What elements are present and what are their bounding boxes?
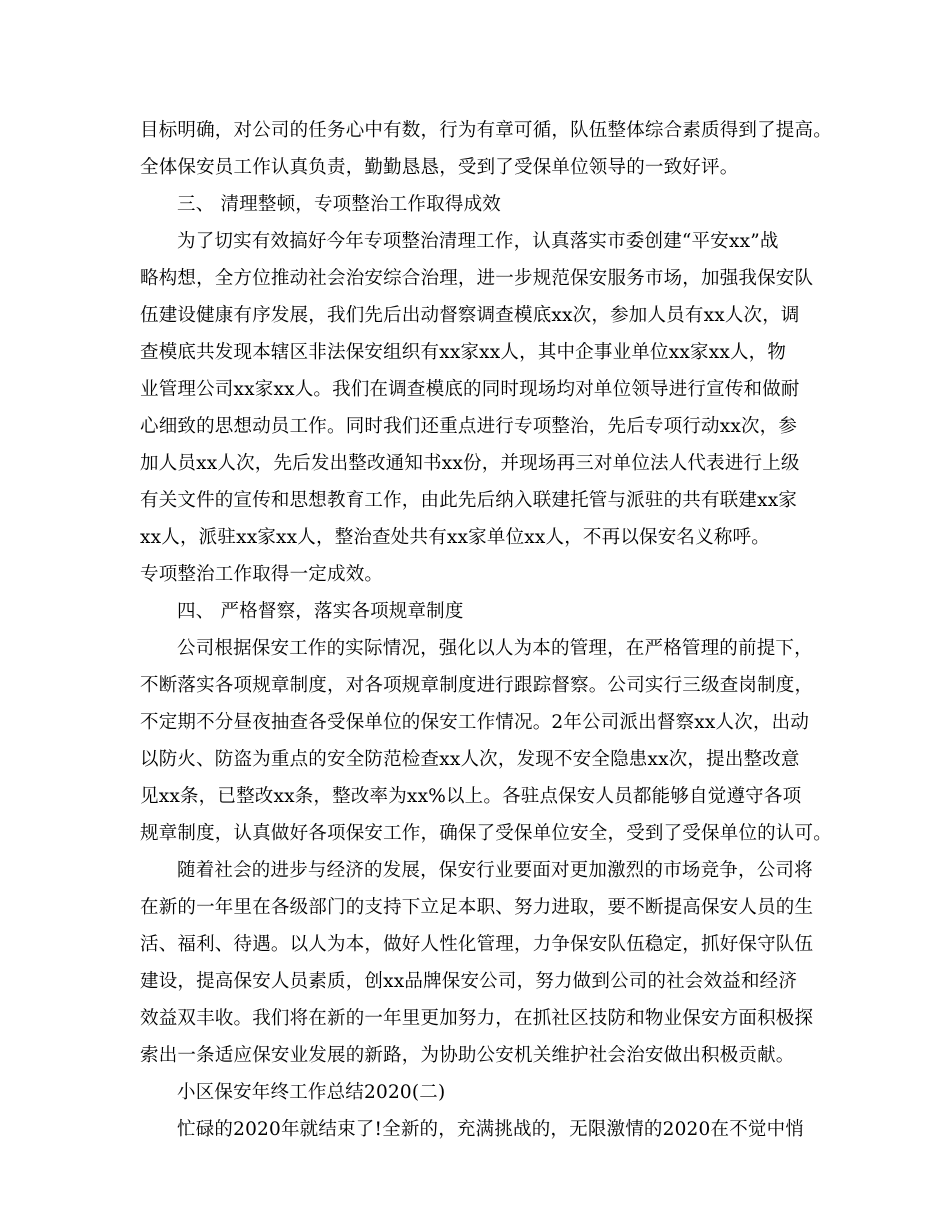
text-line: 以防火、防盗为重点的安全防范检查xx人次，发现不安全隐患xx次，提出整改意 <box>140 749 800 770</box>
text-line: 见xx条，已整改xx条，整改率为xx%以上。各驻点保安人员都能够自觉遵守各项 <box>140 786 802 807</box>
text-line: 目标明确，对公司的任务心中有数，行为有章可循，队伍整体综合素质得到了提高。 <box>140 120 832 141</box>
text-line: 全体保安员工作认真负责，勤勤恳恳，受到了受保单位领导的一致好评。 <box>140 157 739 178</box>
text-line: 查模底共发现本辖区非法保安组织有xx家xx人，其中企事业单位xx家xx人，物 <box>140 342 787 363</box>
text-line: 心细致的思想动员工作。同时我们还重点进行专项整治，先后专项行动xx次，参 <box>140 416 798 437</box>
text-line: 随着社会的进步与经济的发展，保安行业要面对更加激烈的市场竞争，公司将 <box>177 860 813 881</box>
text-line: 建设，提高保安人员素质，创xx品牌保安公司，努力做到公司的社会效益和经济 <box>140 971 798 992</box>
text-line: 为了切实有效搞好今年专项整治清理工作，认真落实市委创建“平安xx”战 <box>177 231 779 252</box>
text-line: 不断落实各项规章制度，对各项规章制度进行跟踪督察。公司实行三级查岗制度， <box>140 675 814 696</box>
text-line: 索出一条适应保安业发展的新路，为协助公安机关维护社会治安做出积极贡献。 <box>140 1045 795 1066</box>
document-body <box>140 112 840 1148</box>
document-subtitle: 小区保安年终工作总结2020(二) <box>177 1082 446 1103</box>
text-line: 业管理公司xx家xx人。我们在调查模底的同时现场均对单位领导进行宣传和做耐 <box>140 379 800 400</box>
text-line: 略构想，全方位推动社会治安综合治理，进一步规范保安服务市场，加强我保安队 <box>140 268 814 289</box>
text-line: xx人，派驻xx家xx人，整治查处共有xx家单位xx人，不再以保安名义称呼。 <box>140 527 770 548</box>
text-line: 规章制度，认真做好各项保安工作，确保了受保单位安全，受到了受保单位的认可。 <box>140 823 832 844</box>
text-line: 加人员xx人次，先后发出整改通知书xx份，并现场再三对单位法人代表进行上级 <box>140 453 800 474</box>
text-line: 忙碌的2020年就结束了!全新的，充满挑战的，无限激情的2020在不觉中悄 <box>177 1119 804 1140</box>
section-heading-4: 四、 严格督察，落实各项规章制度 <box>177 601 464 622</box>
section-heading-3: 三、 清理整顿，专项整治工作取得成效 <box>177 194 501 215</box>
text-line: 有关文件的宣传和思想教育工作，由此先后纳入联建托管与派驻的共有联建xx家 <box>140 490 798 511</box>
text-line: 公司根据保安工作的实际情况，强化以人为本的管理，在严格管理的前提下， <box>177 638 813 659</box>
text-line: 在新的一年里在各级部门的支持下立足本职、努力进取，要不断提高保安人员的生 <box>140 897 814 918</box>
text-line: 伍建设健康有序发展，我们先后出动督察调查模底xx次，参加人员有xx人次，调 <box>140 305 800 326</box>
text-line: 不定期不分昼夜抽查各受保单位的保安工作情况。2年公司派出督察xx人次，出动 <box>140 712 810 733</box>
text-line: 专项整治工作取得一定成效。 <box>140 564 384 585</box>
text-line: 活、福利、待遇。以人为本，做好人性化管理，力争保安队伍稳定，抓好保守队伍 <box>140 934 814 955</box>
text-line: 效益双丰收。我们将在新的一年里更加努力，在抓社区技防和物业保安方面积极探 <box>140 1008 814 1029</box>
